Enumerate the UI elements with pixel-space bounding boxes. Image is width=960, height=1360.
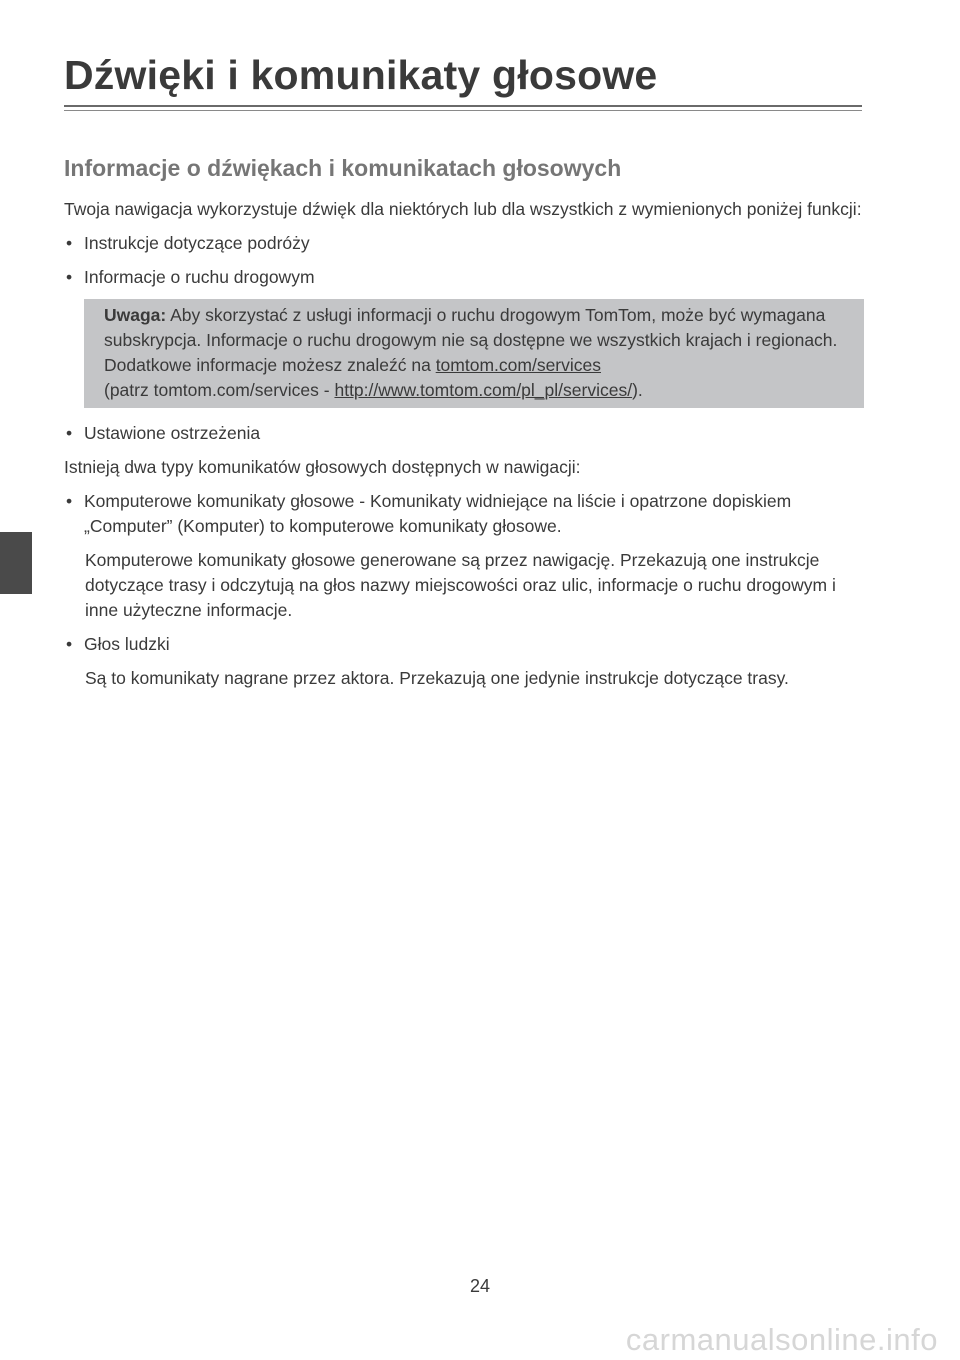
list-item: • Informacje o ruchu drogowym xyxy=(64,265,864,290)
list-item: • Instrukcje dotyczące podróży xyxy=(64,231,864,256)
list-item: • Ustawione ostrzeżenia xyxy=(64,421,864,446)
page-title: Dźwięki i komunikaty głosowe xyxy=(64,52,658,98)
voice-type-item: • Komputerowe komunikaty głosowe - Komunikaty widniejące na liście i opatrzone dopiskiem „Computer” (Komputer) to komputerowe komunikaty głosowe. xyxy=(64,489,864,539)
note-text-end: ). xyxy=(632,380,643,400)
voice-type-description: Są to komunikaty nagrane przez aktora. Przekazują one jedynie instrukcje dotyczące trasy. xyxy=(85,668,789,688)
note-label: Uwaga: xyxy=(104,305,167,325)
voice-type-description: Komputerowe komunikaty głosowe generowane są przez nawigację. Przekazują one instrukcje dotyczące trasy i odczytują na głos nazwy miejscowości oraz ulic, informacje o ruchu drogowym i inne użyteczne informacje. xyxy=(85,550,836,620)
services-url-link[interactable]: http://www.tomtom.com/pl_pl/services/ xyxy=(334,380,633,400)
voice-type-item: • Głos ludzki xyxy=(64,632,864,657)
services-link[interactable]: tomtom.com/services xyxy=(435,355,601,375)
section-heading: Informacje o dźwiękach i komunikatach głosowych xyxy=(64,155,622,181)
title-divider xyxy=(64,105,862,111)
voice-types-intro: Istnieją dwa typy komunikatów głosowych dostępnych w nawigacji: xyxy=(64,457,581,477)
note-box xyxy=(84,299,864,408)
main-content xyxy=(64,153,864,700)
watermark: carmanualsonline.info xyxy=(625,1322,938,1357)
note-text-middle: (patrz tomtom.com/services - xyxy=(104,380,335,400)
page-number: 24 xyxy=(469,1276,491,1296)
chapter-tab xyxy=(0,532,32,594)
note-text: Aby skorzystać z usługi informacji o ruchu drogowym TomTom, może być wymagana subskrypcja. Informacje o ruchu drogowym nie są dostępne we wszystkich krajach i regionach. Dodatkowe informacje możesz znaleźć na xyxy=(104,305,838,375)
intro-paragraph: Twoja nawigacja wykorzystuje dźwięk dla niektórych lub dla wszystkich z wymienionych poniżej funkcji: xyxy=(64,199,862,219)
